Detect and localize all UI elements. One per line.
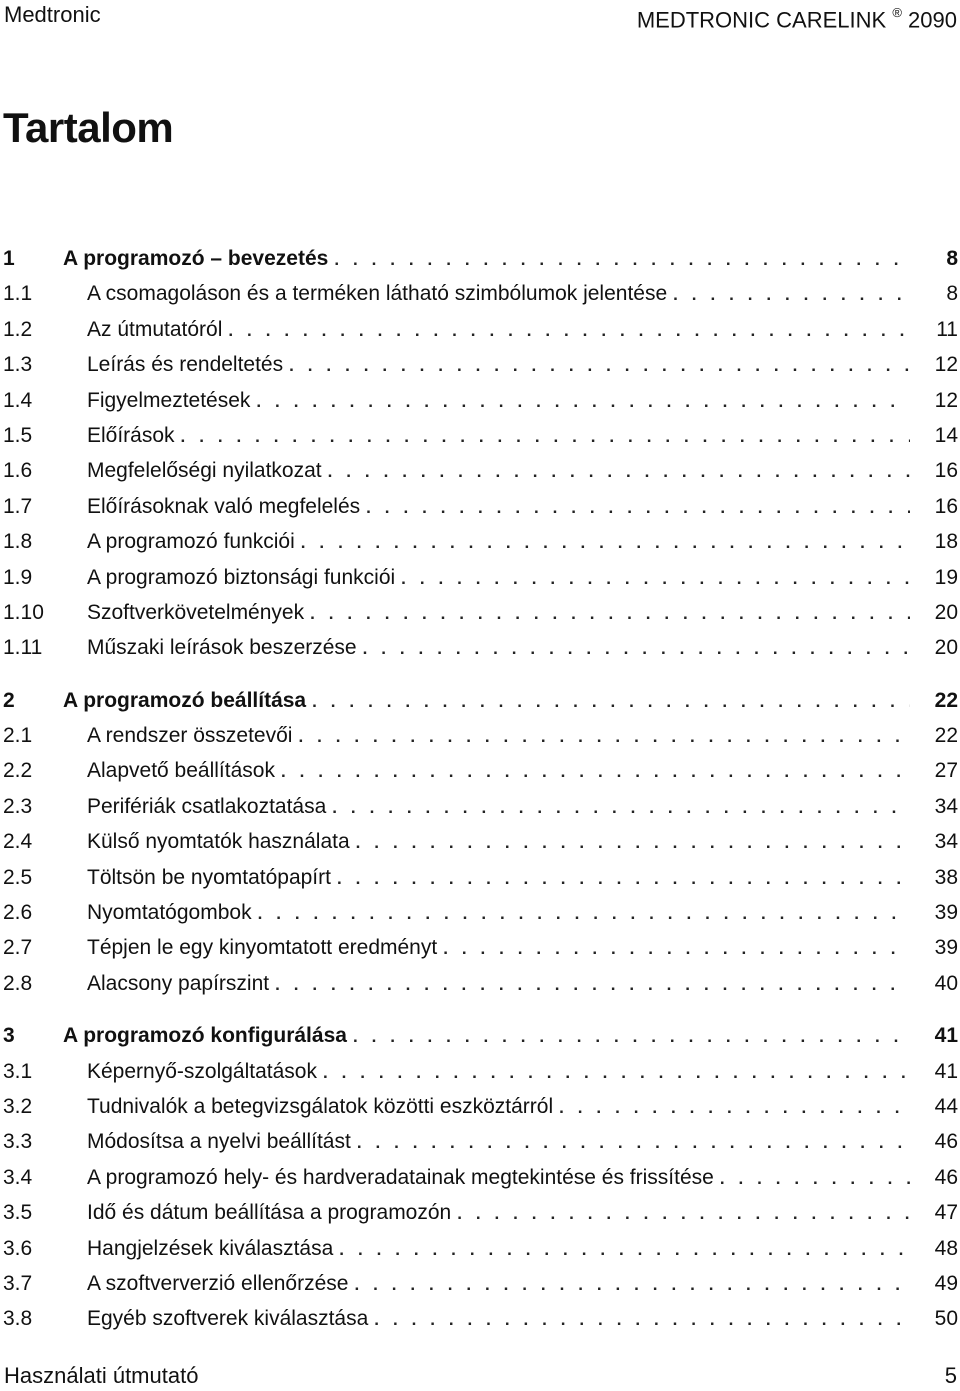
toc-title: Leírás és rendeltetés [87,353,284,377]
dot-leader [298,719,910,754]
toc-entry-row[interactable] [3,524,958,559]
toc-title: Hangjelzések kiválasztása [87,1236,334,1260]
toc-section [3,241,958,666]
toc-page-number: 12 [934,353,958,377]
toc-number: 3.6 [3,1236,33,1260]
dot-leader [310,596,910,631]
toc-page-number: 41 [934,1024,958,1048]
dot-leader [366,490,910,525]
dot-leader [281,754,910,789]
product-title: MEDTRONIC CARELINK [636,7,887,33]
brand-name: Medtronic [4,2,101,27]
toc-number: 1.4 [3,388,33,412]
toc-page-number: 34 [934,794,958,818]
toc-number: 2.7 [3,936,33,960]
toc-page-number: 48 [934,1236,958,1260]
toc-number: 1.6 [3,459,33,483]
toc-page-number: 49 [934,1271,958,1295]
toc-entry-row[interactable] [3,1089,958,1124]
toc-page-number: 39 [934,936,958,960]
toc-number: 1.11 [3,636,43,660]
dot-leader [328,454,910,489]
toc-title: Képernyő-szolgáltatások [87,1059,317,1083]
toc-entry-row[interactable] [3,1195,958,1230]
dot-leader [275,967,910,1002]
dot-leader [312,684,910,719]
toc-chapter-row[interactable] [3,241,958,276]
toc-number: 2.2 [3,759,33,783]
toc-entry-row[interactable] [3,1301,958,1336]
toc-entry-row[interactable] [3,1160,958,1195]
dot-leader [339,1232,910,1267]
toc-page-number: 18 [934,530,958,554]
registered-mark: ® [892,5,902,20]
toc-title: A programozó funkciói [87,530,295,554]
toc-number: 1.1 [3,282,33,306]
toc-entry-row[interactable] [3,753,958,788]
toc-number: 1.9 [3,565,33,589]
toc-page-number: 39 [934,901,958,925]
toc-entry-row[interactable] [3,789,958,824]
toc-page-number: 16 [934,494,958,518]
toc-page-number: 16 [934,459,958,483]
toc-title: Figyelmeztetések [87,388,251,412]
toc-page-number: 44 [934,1094,958,1118]
dot-leader [374,1302,910,1337]
toc-number: 2 [3,688,15,712]
dot-leader [357,1125,910,1160]
toc-number: 1.10 [3,600,44,624]
toc-title: Alapvető beállítások [87,759,275,783]
toc-section [3,1018,958,1337]
toc-page-number: 38 [934,865,958,889]
toc-page-number: 8 [946,247,958,270]
toc-title: Szoftverkövetelmények [87,600,305,624]
toc-number: 3.5 [3,1201,33,1225]
dot-leader [363,631,910,666]
toc-page-number: 20 [934,636,958,660]
toc-number: 1.7 [3,494,33,518]
toc-entry-row[interactable] [3,1054,958,1089]
toc-entry-row[interactable] [3,860,958,895]
page-footer [4,1363,957,1389]
toc-entry-row[interactable] [3,630,958,665]
toc-entry-row[interactable] [3,824,958,859]
dot-leader [256,384,910,419]
dot-leader [401,561,910,596]
toc-number: 3.4 [3,1165,33,1189]
toc-number: 3.3 [3,1130,33,1154]
dot-leader [323,1055,910,1090]
toc-title: Tépjen le egy kinyomtatott eredményt [87,936,438,960]
dot-leader [181,419,910,454]
toc-number: 3.1 [3,1059,33,1083]
toc-entry-row[interactable] [3,966,958,1001]
toc-number: 2.8 [3,971,33,995]
page-number: 5 [944,1363,957,1388]
toc-page-number: 34 [934,830,958,854]
dot-leader [457,1196,910,1231]
toc-number: 2.1 [3,724,33,748]
dot-leader [353,1019,910,1054]
toc-entry-row[interactable] [3,418,958,453]
toc-title: Töltsön be nyomtatópapírt [87,865,331,889]
toc-page-number: 22 [934,688,958,712]
toc-page-number: 46 [934,1165,958,1189]
toc-number: 1.8 [3,530,33,554]
toc-title: Az útmutatóról [87,317,223,341]
toc-page-number: 19 [934,565,958,589]
toc-page-number: 20 [934,600,958,624]
toc-entry-row[interactable] [3,312,958,347]
dot-leader [559,1090,910,1125]
toc-entry-row[interactable] [3,718,958,753]
product-name [637,2,957,33]
toc-page-number: 27 [934,759,958,783]
table-of-contents [3,241,958,1354]
toc-number: 3.7 [3,1271,33,1295]
toc-entry-row[interactable] [3,276,958,311]
dot-leader [673,277,910,312]
toc-entry-row[interactable] [3,595,958,630]
dot-leader [720,1161,910,1196]
toc-entry-row[interactable] [3,1231,958,1266]
toc-number: 1.2 [3,317,33,341]
dot-leader [354,1267,910,1302]
dot-leader [289,348,910,383]
toc-number: 1.3 [3,353,33,377]
toc-entry-row[interactable] [3,383,958,418]
toc-title: Tudnivalók a betegvizsgálatok közötti eszköztárról [87,1094,554,1118]
dot-leader [337,861,910,896]
toc-title: Megfelelőségi nyilatkozat [87,459,322,483]
toc-number: 3.8 [3,1307,33,1331]
dot-leader [356,825,910,860]
toc-title: Perifériák csatlakoztatása [87,794,327,818]
toc-page-number: 11 [936,317,958,341]
toc-entry-row[interactable] [3,560,958,595]
toc-number: 3.2 [3,1094,33,1118]
toc-title: Nyomtatógombok [87,901,252,925]
toc-number: 2.6 [3,901,33,925]
toc-number: 1 [3,247,15,270]
toc-page-number: 14 [934,423,958,447]
toc-chapter-row[interactable] [3,683,958,718]
toc-page-number: 50 [934,1307,958,1331]
toc-entry-row[interactable] [3,347,958,382]
page-header [4,2,957,33]
toc-title: Műszaki leírások beszerzése [87,636,357,660]
toc-number: 2.5 [3,865,33,889]
dot-leader [301,525,910,560]
toc-title: Alacsony papírszint [87,971,270,995]
toc-title: A szoftververzió ellenőrzése [87,1271,349,1295]
toc-entry-row[interactable] [3,1124,958,1159]
toc-entry-row[interactable] [3,453,958,488]
toc-page-number: 40 [934,971,958,995]
toc-title: A rendszer összetevői [87,724,293,748]
toc-page-number: 8 [946,282,958,306]
toc-page-number: 41 [934,1059,958,1083]
toc-page-number: 12 [934,388,958,412]
toc-title: A programozó beállítása [63,688,307,712]
toc-section [3,683,958,1002]
toc-page-number: 47 [934,1201,958,1225]
toc-entry-row[interactable] [3,1266,958,1301]
dot-leader [258,896,910,931]
toc-chapter-row[interactable] [3,1018,958,1053]
toc-title: Külső nyomtatók használata [87,830,350,854]
dot-leader [443,931,910,966]
toc-number: 1.5 [3,423,33,447]
toc-title: A programozó biztonsági funkciói [87,565,396,589]
document-name: Használati útmutató [4,1363,199,1388]
toc-number: 3 [3,1024,15,1048]
toc-title: Módosítsa a nyelvi beállítást [87,1130,351,1154]
toc-title: A csomagoláson és a terméken látható szimbólumok jelentése [87,282,668,306]
toc-title: A programozó konfigurálása [63,1024,347,1048]
dot-leader [334,242,910,277]
page-title: Tartalom [3,104,174,151]
toc-title: A programozó hely- és hardveradatainak megtekintése és frissítése [87,1165,714,1189]
toc-page-number: 46 [934,1130,958,1154]
toc-title: Idő és dátum beállítása a programozón [87,1201,452,1225]
toc-title: Előírások [87,423,175,447]
toc-page-number: 22 [934,724,958,748]
dot-leader [228,313,910,348]
toc-entry-row[interactable] [3,930,958,965]
toc-entry-row[interactable] [3,489,958,524]
toc-title: A programozó – bevezetés [63,247,329,270]
toc-title: Egyéb szoftverek kiválasztása [87,1307,369,1331]
toc-title: Előírásoknak való megfelelés [87,494,361,518]
toc-entry-row[interactable] [3,895,958,930]
toc-number: 2.4 [3,830,33,854]
toc-number: 2.3 [3,794,33,818]
dot-leader [332,790,910,825]
product-model: 2090 [908,7,957,33]
